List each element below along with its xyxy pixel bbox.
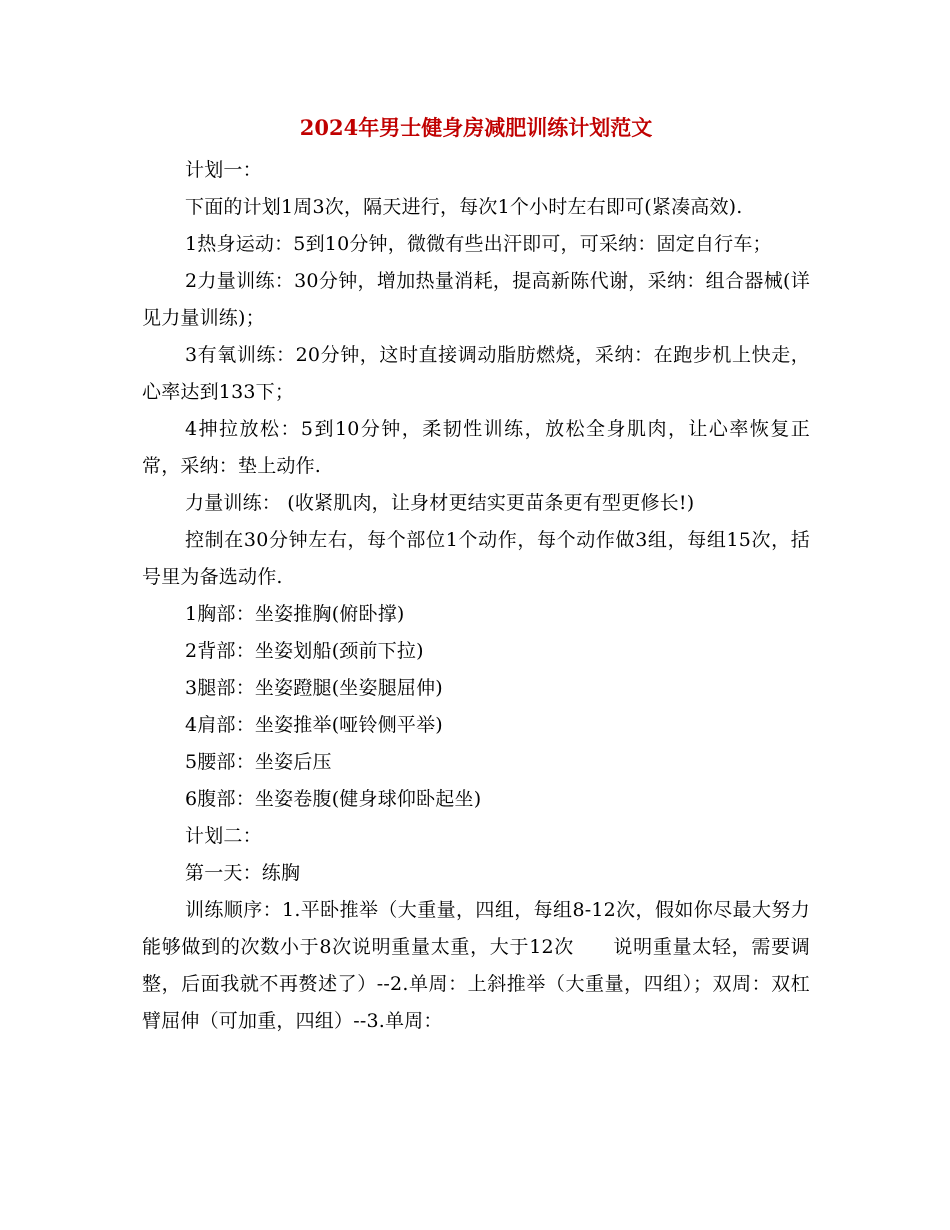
paragraph-plan-one-heading: 计划一：: [185, 159, 262, 181]
list-item-waist: 5腰部：坐姿后压: [185, 751, 332, 773]
paragraph-training-order: 训练顺序：1.平卧推举（大重量，四组，每组8-12次，假如你尽最大努力能够做到的次数小于8次说明重量太重，大于12次 说明重量太轻，需要调整，后面我就不再赘述了）--2.单周：上斜推举（大重量，四组）；双周：双杠臂屈伸（可加重，四组）--3.单周：: [142, 899, 810, 1032]
document-title: 2024年男士健身房减肥训练计划范文: [299, 115, 653, 140]
document-page: [142, 108, 810, 1040]
paragraph-plan-two-heading: 计划二：: [185, 825, 262, 847]
paragraph-plan-one-intro: 下面的计划1周3次，隔天进行，每次1个小时左右即可(紧凑高效).: [185, 196, 743, 218]
paragraph-day-one: 第一天：练胸: [185, 862, 301, 884]
list-item-chest: 1胸部：坐姿推胸(俯卧撑): [185, 603, 405, 625]
paragraph-warmup: 1热身运动：5到10分钟，微微有些出汗即可，可采纳：固定自行车；: [185, 233, 772, 255]
paragraph-strength: 2力量训练：30分钟，增加热量消耗，提高新陈代谢，采纳：组合器械(详见力量训练)；: [142, 270, 810, 329]
list-item-back: 2背部：坐姿划船(颈前下拉): [185, 640, 424, 662]
list-item-legs: 3腿部：坐姿蹬腿(坐姿腿屈伸): [185, 677, 443, 699]
paragraph-strength-heading: 力量训练： (收紧肌肉，让身材更结实更苗条更有型更修长!): [185, 492, 695, 514]
list-item-shoulders: 4肩部：坐姿推举(哑铃侧平举): [185, 714, 443, 736]
paragraph-stretch: 4抻拉放松：5到10分钟，柔韧性训练，放松全身肌肉，让心率恢复正常，采纳：垫上动作.: [142, 418, 810, 477]
paragraph-aerobic: 3有氧训练：20分钟，这时直接调动脂肪燃烧，采纳：在跑步机上快走，心率达到133下；: [142, 344, 810, 403]
list-item-abs: 6腹部：坐姿卷腹(健身球仰卧起坐): [185, 788, 482, 810]
paragraph-strength-details: 控制在30分钟左右，每个部位1个动作，每个动作做3组，每组15次，括号里为备选动作.: [142, 529, 810, 588]
